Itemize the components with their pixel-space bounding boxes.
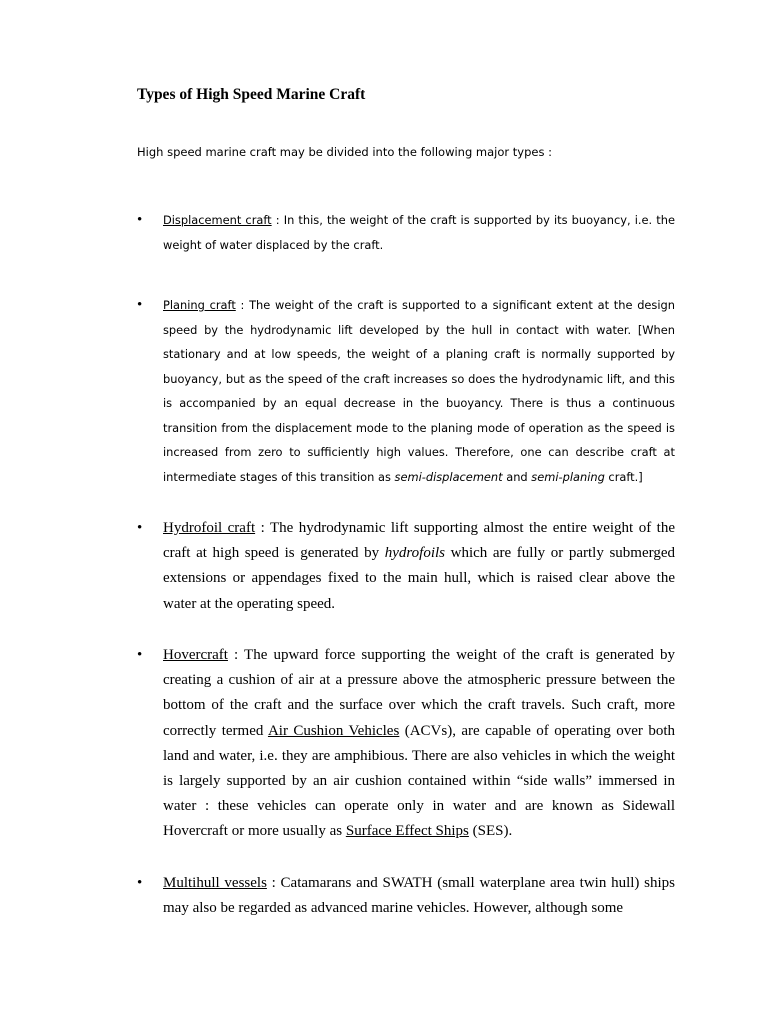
term-planing-craft: Planing craft [163, 298, 236, 312]
item-text [163, 871, 675, 921]
item-body: (SES). [468, 823, 513, 840]
separator: : [235, 298, 250, 312]
item-text [163, 643, 675, 845]
term-multihull-vessels: Multihull vessels [163, 875, 267, 891]
bullet: • [137, 297, 143, 313]
italic-semi-displacement: semi-displacement [394, 469, 503, 484]
item-body: (ACVs), are capable of operating over both land and water, i.e. they are amphibious. There are also vehicles in which the weight is largely supported by an air cushion contained within “side walls” immersed in water : these vehicles can operate only in water and are known as Sidewall Hovercraft or more usually as [163, 722, 675, 840]
item-body: In this, the weight of the craft is supported by its buoyancy, i.e. the weight of water displaced by the craft. [163, 213, 675, 252]
bullet: • [137, 875, 143, 891]
separator: : [227, 647, 245, 663]
italic-hydrofoils: hydrofoils [384, 545, 445, 562]
bullet: • [137, 647, 143, 663]
bullet: • [137, 212, 143, 228]
separator: : [266, 875, 281, 891]
italic-semi-planing: semi-planing [531, 469, 605, 484]
term-displacement-craft: Displacement craft [163, 213, 272, 227]
separator: : [271, 213, 284, 227]
term-air-cushion-vehicles: Air Cushion Vehicles [267, 722, 400, 739]
intro-paragraph: High speed marine craft may be divided into the following major types : [137, 145, 552, 159]
item-body: craft.] [604, 469, 643, 484]
term-surface-effect-ships: Surface Effect Ships [345, 823, 469, 840]
item-text [163, 293, 675, 489]
item-body: and [502, 469, 532, 484]
term-hovercraft: Hovercraft [163, 647, 228, 663]
item-text [163, 208, 675, 257]
item-body: The weight of the craft is supported to a significant extent at the design speed by the hydrodynamic lift developed by the hull in contact with water. [When stationary and at low speeds, the weight of a planing craft is normally supported by buoyancy, but as the speed of the craft increases so does the hydrodynamic lift, and this is accompanied by an equal decrease in the buoyancy. There is thus a continuous transition from the displacement mode to the planing mode of operation as the speed is increased from zero to sufficiently high values. Therefore, one can describe craft at intermediate stages of this transition as [163, 298, 675, 484]
term-hydrofoil-craft: Hydrofoil craft [163, 520, 256, 536]
page-title: Types of High Speed Marine Craft [137, 86, 366, 103]
separator: : [255, 520, 270, 536]
item-text [163, 516, 675, 617]
bullet: • [137, 520, 143, 536]
item-body: The hydrodynamic lift supporting almost the entire weight of the craft at high speed is generated by [163, 520, 675, 562]
item-body: which are fully or partly submerged extensions or appendages fixed to the main hull, which is raised clear above the water at the operating speed. [163, 545, 676, 612]
item-body: The upward force supporting the weight of the craft is generated by creating a cushion of air at a pressure above the atmospheric pressure between the bottom of the craft and the surface over which the craft travels. Such craft, more correctly termed [163, 647, 675, 739]
item-body: Catamarans and SWATH (small waterplane area twin hull) ships may also be regarded as advanced marine vehicles. However, although some [163, 875, 675, 917]
